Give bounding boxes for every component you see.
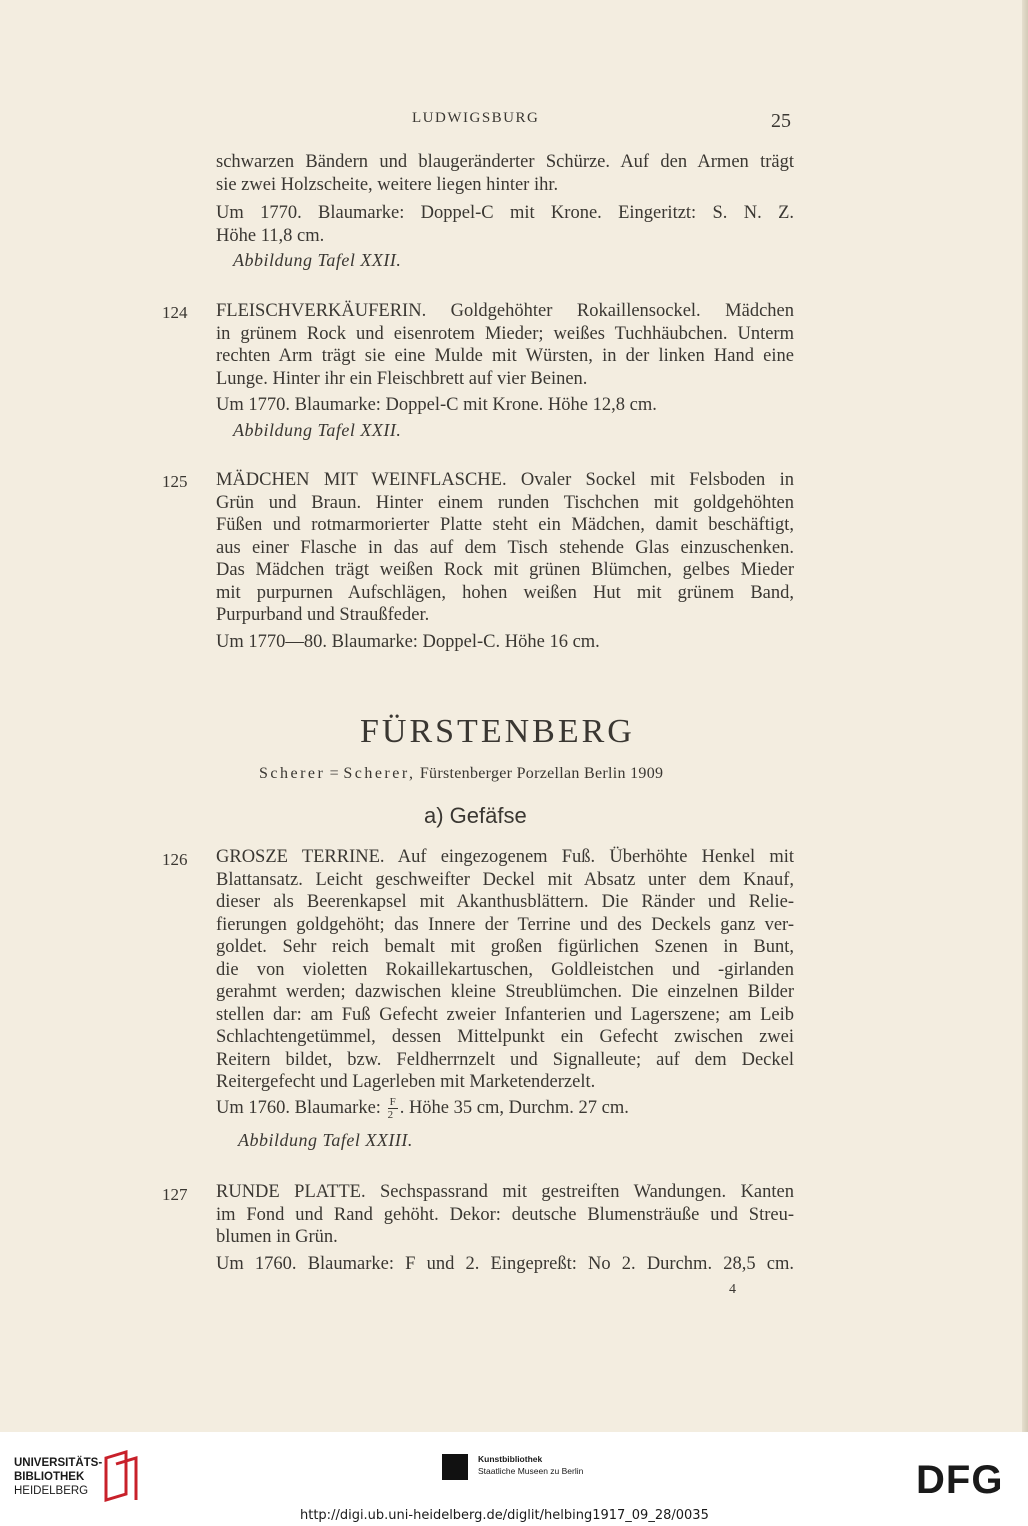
text-line: schwarzen Bändern und blaugeränderter Schürze. Auf den Armen trägt (216, 152, 794, 172)
reference-author: Scherer, (343, 765, 416, 782)
section-title: FÜRSTENBERG (360, 713, 635, 750)
mark-text: Um 1760. Blaumarke: (216, 1097, 381, 1118)
text-line: gerahmt werden; dazwischen kleine Streublümchen. Die einzelnen Bilder (216, 982, 794, 1002)
ub-heidelberg-logo[interactable] (14, 1456, 102, 1498)
reference-equals: = (329, 765, 339, 782)
kb-logo-line: Kunstbibliothek (478, 1454, 543, 1464)
text-line: Um 1770. Blaumarke: Doppel-C mit Krone. Höhe 12,8 cm. (216, 395, 657, 415)
text-line: Um 1760. Blaumarke: F und 2. Eingepreßt: No 2. Durchm. 28,5 cm. (216, 1253, 794, 1274)
text-line: MÄDCHEN MIT WEINFLASCHE. Ovaler Sockel mit Felsboden in (216, 470, 794, 490)
figure-reference: Abbildung Tafel XXIII. (238, 1130, 413, 1150)
mark-fraction (388, 1096, 398, 1121)
text-line: Reitergefecht und Lagerleben mit Marketenderzelt. (216, 1072, 596, 1092)
text-line: Füßen und rotmarmorierter Platte steht ein Mädchen, damit beschäftigt, (216, 515, 794, 535)
text-line: RUNDE PLATTE. Sechspassrand mit gestreiften Wandungen. Kanten (216, 1182, 794, 1202)
text-line: aus einer Flasche in das auf dem Tisch stehende Glas einzuschenken. (216, 537, 794, 558)
page-number: 25 (771, 110, 791, 132)
ub-logo-line: HEIDELBERG (14, 1485, 89, 1497)
mark-line (216, 1096, 794, 1121)
text-line: Blattansatz. Leicht geschweifter Deckel mit Absatz unter dem Knauf, (216, 869, 794, 890)
entry-number: 127 (162, 1185, 188, 1204)
text-line: GROSZE TERRINE. Auf eingezogenem Fuß. Überhöhte Henkel mit (216, 847, 794, 867)
entry-126 (216, 846, 794, 1121)
text-line: sie zwei Holzscheite, weitere liegen hinter ihr. (216, 174, 559, 195)
kunstbibliothek-logo-icon (442, 1454, 468, 1480)
entry-125 (216, 469, 794, 653)
text-line: in grünem Rock und eisenrotem Mieder; weißes Tuchhäubchen. Unterm (216, 323, 794, 344)
running-title: LUDWIGSBURG (412, 110, 540, 126)
entry-number: 124 (162, 303, 188, 322)
text-line: Um 1770—80. Blaumarke: Doppel-C. Höhe 16 cm. (216, 631, 600, 652)
entry-continuation (216, 151, 794, 247)
text-line: fierungen goldgehöht; das Innere der Terrine und des Deckels ganz ver- (216, 914, 794, 935)
fraction-bottom: 2 (387, 1108, 394, 1121)
text-line: Reitern bildet, bzw. Feldherrnzelt und Signalleute; auf dem Deckel (216, 1049, 794, 1070)
kunstbibliothek-logo[interactable] (478, 1453, 583, 1477)
mark-text: . Höhe 35 cm, Durchm. 27 cm. (399, 1097, 629, 1118)
text-line: im Fond und Rand gehöht. Dekor: deutsche Blumensträuße und Streu- (216, 1204, 794, 1225)
signature-mark: 4 (729, 1282, 736, 1297)
entry-number: 126 (162, 850, 188, 869)
text-line: blumen in Grün. (216, 1227, 338, 1247)
text-line: FLEISCHVERKÄUFERIN. Goldgehöhter Rokaillensockel. Mädchen (216, 301, 794, 321)
text-line: Lunge. Hinter ihr ein Fleischbrett auf vier Beinen. (216, 368, 588, 389)
text-line: Grün und Braun. Hinter einem runden Tischchen mit goldgehöhten (216, 492, 794, 513)
entry-number: 125 (162, 472, 188, 491)
entry-124 (216, 300, 794, 417)
text-line: goldet. Sehr reich bemalt mit großen figürlichen Szenen in Bunt, (216, 937, 794, 957)
reference-title: Fürstenberger Porzellan Berlin 1909 (419, 765, 664, 782)
entry-127 (216, 1181, 794, 1275)
text-line: stellen dar: am Fuß Gefecht zweier Infanterien und Lagerszene; am Leib (216, 1004, 794, 1025)
ub-emblem-icon (102, 1450, 142, 1502)
text-line: rechten Arm trägt sie eine Mulde mit Würsten, in der linken Hand eine (216, 346, 794, 366)
text-line: mit purpurnen Aufschlägen, hohen weißen Hut mit grünem Band, (216, 582, 794, 603)
figure-reference: Abbildung Tafel XXII. (233, 420, 402, 440)
text-line: Um 1770. Blaumarke: Doppel-C mit Krone. Eingeritzt: S. N. Z. (216, 203, 794, 223)
reference-abbreviation: Scherer (259, 765, 326, 782)
text-line: Purpurband und Straußfeder. (216, 605, 430, 625)
source-url[interactable]: http://digi.ub.uni-heidelberg.de/diglit/helbing1917_09_28/0035 (300, 1508, 709, 1523)
fraction-top: F (389, 1095, 396, 1108)
text-line: die von violetten Rokaillekartuschen, Goldleistchen und -girlanden (216, 959, 794, 980)
text-line: Das Mädchen trägt weißen Rock mit grünen Blümchen, gelbes Mieder (216, 560, 794, 580)
ub-logo-line: UNIVERSITÄTS- (14, 1457, 103, 1469)
kb-logo-line: Staatliche Museen zu Berlin (478, 1466, 584, 1476)
dfg-logo[interactable]: DFG (916, 1458, 1004, 1502)
figure-reference: Abbildung Tafel XXII. (233, 250, 402, 270)
text-line: dieser als Beerenkapsel mit Akanthusblättern. Die Ränder und Relie- (216, 892, 794, 912)
text-line: Schlachtengetümmel, dessen Mittelpunkt ein Gefecht zwischen zwei (216, 1027, 794, 1047)
ub-logo-line: BIBLIOTHEK (14, 1471, 85, 1483)
text-line: Höhe 11,8 cm. (216, 225, 325, 246)
subsection-title: a) Gefäfse (424, 803, 527, 828)
bibliography-reference (259, 765, 663, 783)
